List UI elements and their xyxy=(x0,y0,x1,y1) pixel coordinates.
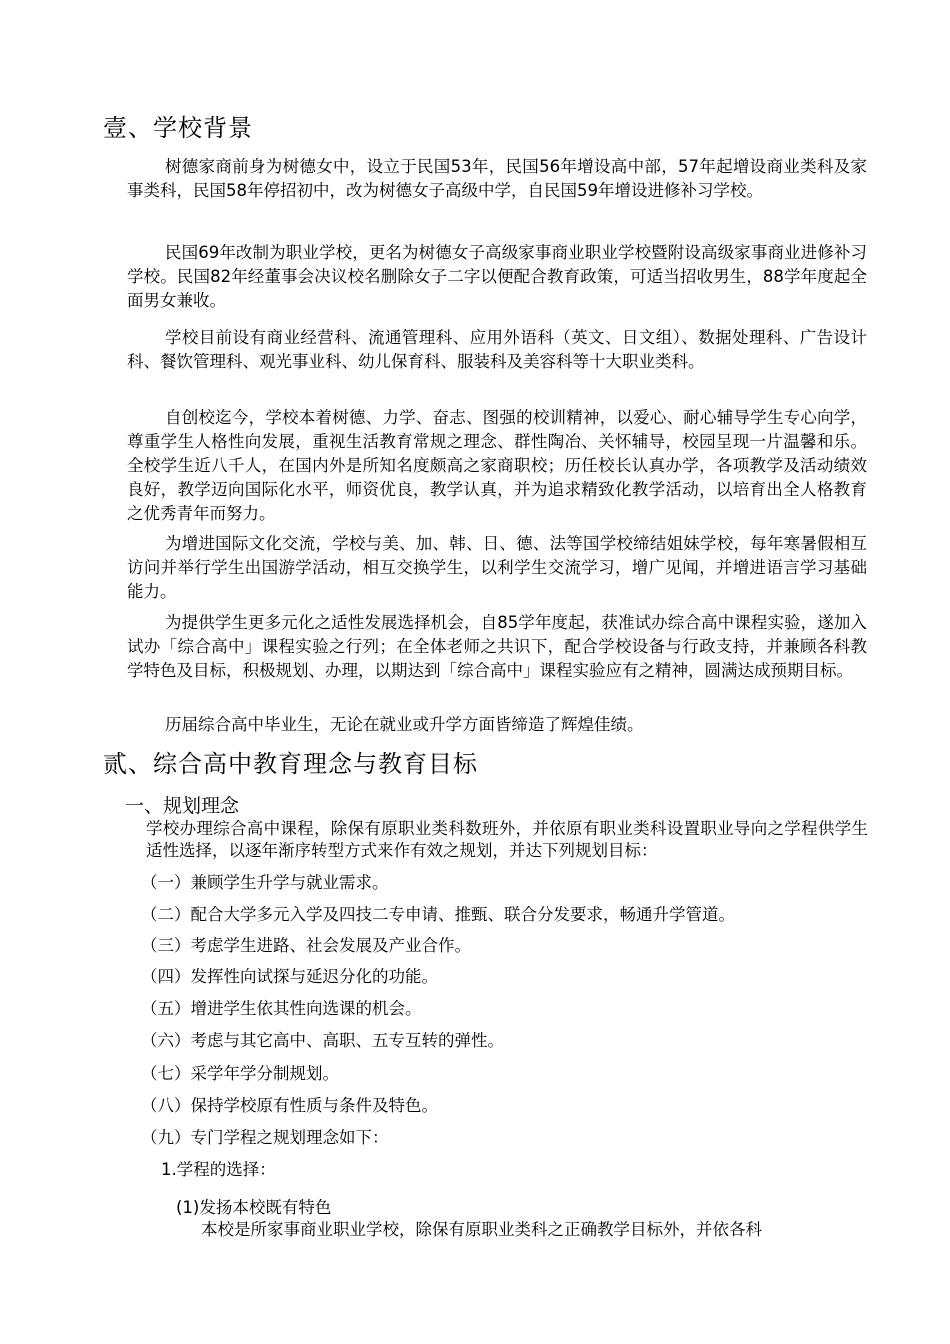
paragraph-school-spirit: 自创校迄今，学校本着树德、力学、奋志、图强的校训精神，以爱心、耐心辅导学生专心向学，尊重学生人格性向发展，重视生活教育常规之理念、群性陶冶、关怀辅导，校园呈现一片温馨和乐。全校学生近八千人，在国内外是所知名度颇高之家商职校；历任校长认真办学，各项教学及活动绩效良好，教学迈向国际化水平，师资优良，教学认真，并为追求精致化教学活动，以培育出全人格教育之优秀青年而努力。 xyxy=(127,408,867,523)
planning-goal-item: （九）专门学程之规划理念如下： xyxy=(141,1128,389,1147)
planning-goal-item: （三）考虑学生进路、社会发展及产业合作。 xyxy=(141,936,471,955)
planning-goal-item: （五）增进学生依其性向选课的机会。 xyxy=(141,999,422,1018)
paragraph-founding: 树德家商前身为树德女中，设立于民国53年，民国56年增设高中部，57年起增设商业类科及家事类科，民国58年停招初中，改为树德女子高级中学，自民国59年增设进修补习学校。 xyxy=(127,157,867,200)
paragraph-comprehensive-program: 为提供学生更多元化之适性发展选择机会，自85学年度起，获准试办综合高中课程实验，遂加入试办「综合高中」课程实验之行列；在全体老师之共识下，配合学校设备与行政支持，并兼顾各科教学特色及目标，积极规划、办理，以期达到「综合高中」课程实验应有之精神，圆满达成预期目标。 xyxy=(127,613,867,680)
school-features-heading: (1)发扬本校既有特色 xyxy=(176,1198,332,1217)
paragraph-renaming: 民国69年改制为职业学校，更名为树德女子高级家事商业职业学校暨附设高级家事商业进修补习学校。民国82年经董事会决议校名删除女子二字以便配合教育政策，可适当招收男生，88学年度起全面男女兼收。 xyxy=(127,243,867,310)
paragraph-graduates: 历届综合高中毕业生，无论在就业或升学方面皆缔造了辉煌佳绩。 xyxy=(165,715,644,734)
school-features-text: 本校是所家事商业职业学校，除保有原职业类科之正确教学目标外，并依各科 xyxy=(201,1220,762,1239)
planning-goal-item: （八）保持学校原有性质与条件及特色。 xyxy=(141,1096,438,1115)
planning-goal-item: （二）配合大学多元入学及四技二专申请、推甄、联合分发要求，畅通升学管道。 xyxy=(141,905,735,924)
planning-goal-item: （六）考虑与其它高中、高职、五专互转的弹性。 xyxy=(141,1031,504,1050)
program-selection-heading: 1.学程的选择： xyxy=(161,1160,276,1179)
subheading-planning-concept: 一、规划理念 xyxy=(125,795,240,817)
paragraph-international-exchange: 为增进国际文化交流，学校与美、加、韩、日、德、法等国学校缔结姐妹学校，每年寒暑假相互访问并举行学生出国游学活动，相互交换学生，以利学生交流学习，增广见闻，并增进语言学习基础能力。 xyxy=(127,534,867,601)
section-heading-education-goals: 贰、综合高中教育理念与教育目标 xyxy=(103,750,478,778)
planning-goal-item: （一）兼顾学生升学与就业需求。 xyxy=(141,873,389,892)
paragraph-departments: 学校目前设有商业经营科、流通管理科、应用外语科（英文、日文组）、数据处理科、广告设计科、餐饮管理科、观光事业科、幼儿保育科、服装科及美容科等十大职业类科。 xyxy=(127,328,867,371)
section-heading-background: 壹、学校背景 xyxy=(103,114,253,142)
planning-goal-item: （四）发挥性向试探与延迟分化的功能。 xyxy=(141,967,438,986)
planning-intro-text: 学校办理综合高中课程，除保有原职业类科数班外，并依原有职业类科设置职业导向之学程供学生适性选择，以逐年渐序转型方式来作有效之规划，并达下列规划目标： xyxy=(146,819,868,860)
planning-goal-item: （七）采学年学分制规划。 xyxy=(141,1064,339,1083)
